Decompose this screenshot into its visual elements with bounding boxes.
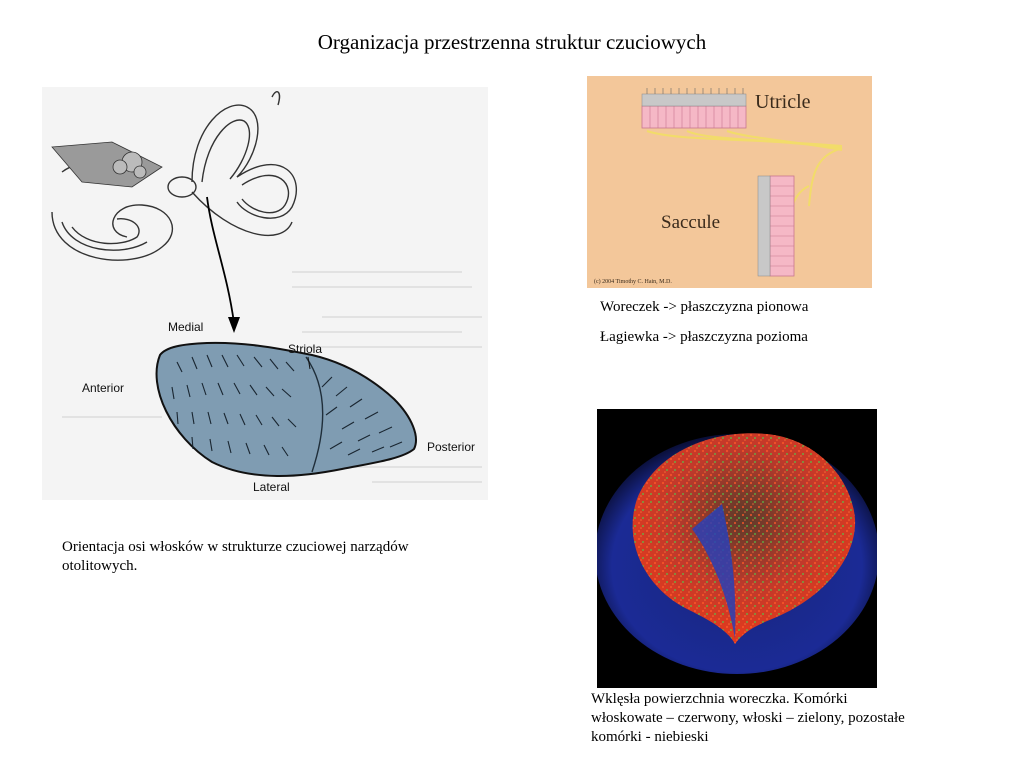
utricle-saccule-svg [587, 76, 872, 288]
caption-saccule-vertical: Woreczek -> płaszczyzna pionowa [600, 299, 809, 315]
caption-hair-orientation: Orientacja osi włosków w strukturze czuciowej narządów otolitowych. [62, 539, 409, 574]
saccule-cell-column [758, 176, 794, 276]
confocal-saccule-svg [597, 409, 877, 688]
inner-ear-macula-figure [42, 87, 488, 500]
label-anterior: Anterior [82, 381, 125, 395]
label-utricle: Utricle [755, 91, 811, 113]
confocal-saccule-image [597, 409, 877, 688]
label-posterior: Posterior [427, 440, 476, 454]
label-striola: Striola [288, 342, 323, 356]
inner-ear-macula-svg [42, 87, 488, 500]
utricle-cell-row [642, 88, 746, 128]
caption-utricle-horizontal: Łagiewka -> płaszczyzna pozioma [600, 329, 808, 345]
copyright-text: (c) 2004 Timothy C. Hain, M.D. [594, 279, 672, 285]
label-lateral: Lateral [253, 480, 290, 494]
label-saccule: Saccule [661, 212, 721, 233]
label-medial: Medial [168, 320, 204, 334]
utricle-saccule-figure [587, 76, 872, 288]
caption-confocal-saccule: Wklęsła powierzchnia woreczka. Komórki włoskowate – czerwony, włoski – zielony, pozostałe komórki - niebieski [591, 691, 905, 745]
slide-title: Organizacja przestrzenna struktur czuciowych [317, 30, 707, 54]
